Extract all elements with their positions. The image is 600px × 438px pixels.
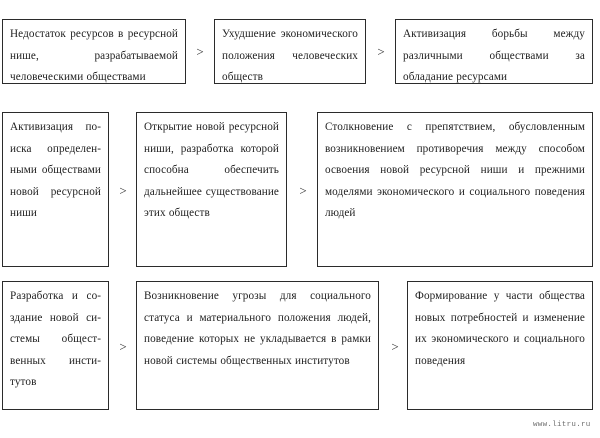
flow-node-text: Ухудшение экономического положения человеческих обществ <box>222 28 358 83</box>
connector-arrow-row3-2: > <box>391 339 399 354</box>
flow-node-text: Возникновение угрозы для социального статуса и материального положения людей, поведение которых не укладывается в рамки новой системы общественных институтов <box>144 290 371 367</box>
flow-node-row1-col2 <box>214 19 366 84</box>
flow-node-text: Открытие новой ресурсной ниши, разработка которой способна обеспечить дальнейшее существование этих обществ <box>144 121 279 219</box>
flow-node-text: Столкновение с препятствием, обусловленным возникновением противоречия между способом освоения новой ресурсной ниши и прежними моделями экономического и социального поведения людей <box>325 121 585 219</box>
connector-arrow-row1-1: > <box>196 44 204 59</box>
connector-arrow-row2-2: > <box>299 183 307 198</box>
flow-node-row3-col3 <box>407 281 593 410</box>
flow-node-row3-col2 <box>136 281 379 410</box>
flow-node-row1-col3 <box>395 19 593 84</box>
flow-node-row2-col3 <box>317 112 593 267</box>
flow-node-text: Активизация борьбы между различными обществами за обладание ресурсами <box>403 28 585 83</box>
flow-node-row2-col2 <box>136 112 287 267</box>
flow-node-text: Разработка и создание новой системы общественных институтов <box>10 290 101 388</box>
flow-node-row2-col1 <box>2 112 109 267</box>
flow-node-text: Активизация поиска определенными обществами новой ресурсной ниши <box>10 121 101 219</box>
connector-arrow-row1-2: > <box>377 44 385 59</box>
connector-arrow-row3-1: > <box>119 339 127 354</box>
flow-node-row3-col1 <box>2 281 109 410</box>
connector-arrow-row2-1: > <box>119 183 127 198</box>
watermark-text: www.litru.ru <box>533 421 591 429</box>
flow-node-text: Формирование у части общества новых потребностей и изменение их экономического и социального поведения <box>415 290 585 367</box>
flow-node-text: Недостаток ресурсов в ресурсной нише, разрабатываемой человеческими обществами <box>10 28 178 83</box>
flow-node-row1-col1 <box>2 19 186 84</box>
